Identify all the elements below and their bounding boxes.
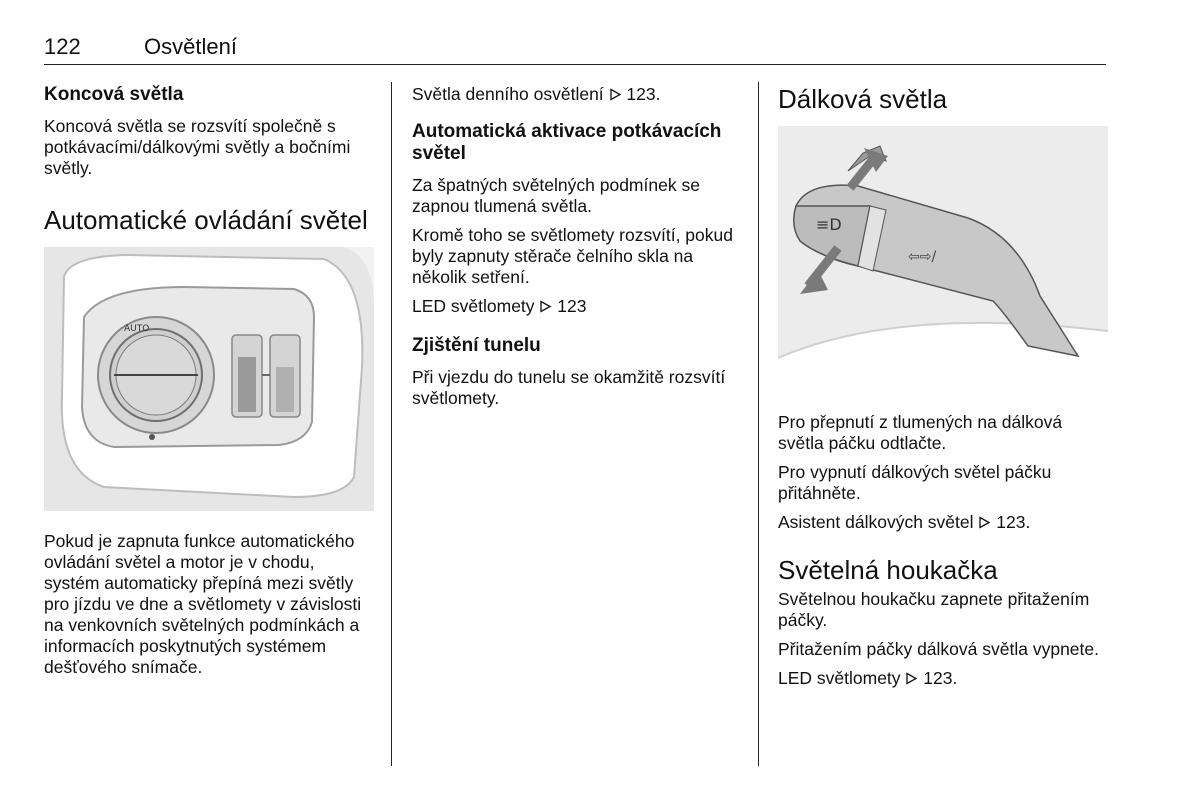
- paragraph-automatic-light-control: Pokud je zapnuta funkce automatického ovládání světel a motor je v chodu, systém automaticky přepíná mezi světly pro jízdu ve dne a světlomety v závislosti na venkovních světelných podmínkách a informacích poskytnutých systémem dešťového snímače.: [44, 531, 362, 677]
- heading-auto-dipped-beam: Automatická aktivace potkávacích světel: [412, 121, 722, 164]
- header-divider: [44, 64, 1106, 65]
- light-switch-figure: [44, 247, 374, 511]
- paragraph-tail-lights: Koncová světla se rozsvítí společně s potkávacími/dálkovými světly a bočními světly.: [44, 116, 351, 178]
- ref-page: 123.: [996, 512, 1031, 532]
- heading-automatic-light-control: Automatické ovládání světel: [44, 205, 368, 235]
- heading-tunnel-detection: Zjištění tunelu: [412, 335, 541, 356]
- page-reference-icon: [609, 88, 622, 101]
- paragraph-high-beam-on: Pro přepnutí z tlumených na dálková světla páčku odtlačte.: [778, 412, 1063, 453]
- ref-label: Světla denního osvětlení: [412, 84, 604, 104]
- ref-label: Asistent dálkových světel: [778, 512, 974, 532]
- switch-label-auto: AUTO: [124, 324, 150, 334]
- page-reference-icon: [978, 516, 991, 529]
- paragraph-flash-1: Světelnou houkačku zapnete přitažením páčky.: [778, 589, 1090, 630]
- page-reference-icon: [539, 300, 552, 313]
- paragraph-auto-dipped-1: Za špatných světelných podmínek se zapnou tlumená světla.: [412, 175, 700, 216]
- page-header: [44, 34, 1106, 64]
- heading-tail-lights: Koncová světla: [44, 84, 184, 105]
- paragraph-tunnel-detection: Při vjezdu do tunelu se okamžitě rozsvítí světlomety.: [412, 367, 726, 408]
- ref-led-headlights-2: [778, 668, 1108, 689]
- page-reference-icon: [905, 672, 918, 685]
- svg-text:≡D: ≡D: [816, 215, 842, 234]
- ref-high-beam-assist: [778, 512, 1108, 533]
- heading-headlight-flash: Světelná houkačka: [778, 555, 998, 585]
- page-number: 122: [44, 34, 81, 59]
- ref-label: LED světlomety: [412, 296, 535, 316]
- paragraph-high-beam-off: Pro vypnutí dálkových světel páčku přitáhněte.: [778, 462, 1052, 503]
- ref-label: LED světlomety: [778, 668, 901, 688]
- paragraph-flash-2: Přitažením páčky dálková světla vypnete.: [778, 639, 1099, 659]
- chapter-title: Osvětlení: [144, 34, 237, 59]
- column-divider-2: [758, 82, 759, 766]
- svg-text:⇦⇨/: ⇦⇨/: [908, 249, 937, 265]
- column-divider-1: [391, 82, 392, 766]
- lever-figure: [778, 126, 1108, 394]
- column-1: [44, 84, 374, 686]
- ref-daytime-running-lights: [412, 84, 742, 105]
- paragraph-auto-dipped-2: Kromě toho se světlomety rozsvítí, pokud byly zapnuty stěrače čelního skla na několik setření.: [412, 225, 733, 287]
- ref-page: 123: [557, 296, 587, 316]
- column-2: [412, 84, 742, 417]
- heading-high-beam: Dálková světla: [778, 84, 948, 114]
- ref-page: 123.: [626, 84, 661, 104]
- column-3: [778, 84, 1108, 697]
- ref-page: 123.: [923, 668, 958, 688]
- ref-led-headlights: [412, 296, 742, 317]
